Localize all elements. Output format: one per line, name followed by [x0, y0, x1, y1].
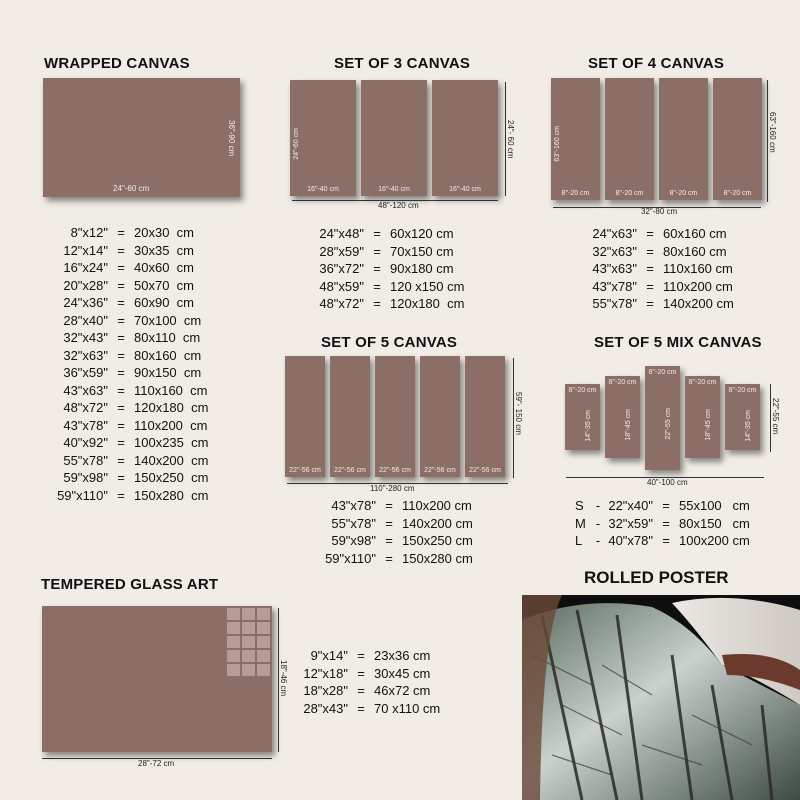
set4-panels: [551, 78, 763, 202]
canvas-panel: [420, 356, 460, 477]
canvas-panel: [330, 356, 370, 477]
equals-sign: =: [117, 347, 125, 363]
panel-height-label: 14"-35 cm: [585, 410, 592, 443]
size-row: [318, 225, 490, 243]
mix5-panels: [565, 366, 765, 472]
size-cm: 110x200 cm: [402, 498, 472, 513]
equals-sign: =: [373, 226, 381, 241]
panel-width-label: 16"-40 cm: [378, 186, 410, 193]
size-cm: 80x150 cm: [679, 515, 750, 531]
set4-total-width-label: 32"-80 cm: [641, 207, 678, 216]
size-inches: 18"x28": [303, 683, 348, 698]
size-row: [318, 532, 502, 550]
size-cm: 150x250 cm: [134, 470, 209, 485]
set3-title: SET OF 3 CANVAS: [334, 55, 471, 72]
size-code: M: [575, 515, 586, 531]
panel-height-label: 22"-55 cm: [665, 407, 672, 440]
size-inches: 43"x63": [63, 382, 108, 398]
equals-sign: =: [662, 515, 670, 531]
size-row: [50, 364, 244, 382]
size-row: [318, 515, 502, 533]
canvas-panel: [290, 80, 356, 196]
size-cm: 140x200 cm: [134, 452, 209, 468]
mix5-title: SET OF 5 MIX CANVAS: [594, 334, 762, 351]
size-cm: 80x160 cm: [134, 347, 202, 363]
poster-image: [522, 595, 800, 800]
size-row: [302, 682, 474, 700]
size-inches: 48"x72": [319, 296, 364, 311]
size-inches: 28"x43": [303, 700, 348, 716]
set5-total-width-label: 110"-280 cm: [370, 484, 415, 493]
size-cm: 60x160 cm: [663, 226, 727, 241]
panel-width-label: 22"-56 cm: [379, 467, 411, 474]
canvas-panel: [361, 80, 427, 196]
size-cm: 110x160 cm: [663, 261, 733, 276]
size-row: [50, 312, 244, 330]
panel-width-label: 8"-20 cm: [723, 190, 752, 197]
size-inches: 20"x28": [63, 277, 108, 293]
size-cm: 150x280 cm: [134, 487, 209, 503]
equals-sign: =: [662, 498, 670, 513]
size-row: [50, 347, 244, 365]
size-row: [50, 277, 244, 295]
size-cm: 70x150 cm: [390, 243, 454, 259]
mix5-size-list: [575, 497, 779, 550]
equals-sign: =: [385, 533, 393, 548]
size-row: [50, 399, 244, 417]
wrapped-height-label: 36"-90 cm: [227, 120, 236, 157]
equals-sign: =: [117, 435, 125, 450]
size-inches: 8"x12": [70, 225, 108, 240]
size-inches: 12"x14": [63, 242, 108, 258]
size-code: L: [575, 533, 583, 548]
size-row: [50, 224, 244, 242]
size-inches: 40"x78": [608, 533, 653, 548]
panel-height-label: 14"-35 cm: [745, 410, 752, 443]
panel-width-label: 8"-20 cm: [608, 379, 637, 386]
panel-height-label: 24"-60 cm: [293, 128, 300, 160]
dash: -: [595, 498, 601, 513]
size-inches: 32"x43": [63, 330, 108, 345]
set3-size-list: [318, 225, 490, 313]
equals-sign: =: [117, 312, 125, 328]
size-cm: 120x180 cm: [134, 400, 209, 415]
set5-size-list: [318, 497, 502, 567]
size-row: [318, 295, 490, 313]
size-row: [591, 260, 763, 278]
panel-width-label: 8"-20 cm: [615, 190, 644, 197]
size-row: [318, 550, 502, 568]
size-cm: 70x100 cm: [134, 312, 202, 328]
size-inches: 24"x48": [319, 226, 364, 241]
size-inches: 32"x63": [592, 243, 637, 259]
glass-height-label: 18"-46 cm: [279, 660, 288, 697]
panel-height-label: 18"-45 cm: [705, 408, 712, 441]
panel-width-label: 8"-20 cm: [669, 190, 698, 197]
poster-title: ROLLED POSTER: [584, 568, 729, 587]
size-code: S: [575, 498, 584, 513]
canvas-panel: [551, 78, 600, 200]
dash: -: [595, 533, 601, 548]
size-cm: 30x45 cm: [374, 665, 431, 681]
size-inches: 55"x78": [592, 296, 637, 311]
size-inches: 36"x72": [319, 261, 364, 276]
size-inches: 59"x110": [57, 487, 108, 503]
panel-width-label: 16"-40 cm: [307, 186, 339, 193]
equals-sign: =: [117, 277, 125, 293]
equals-sign: =: [357, 700, 365, 716]
size-cm: 23x36 cm: [374, 648, 431, 663]
size-inches: 48"x59": [319, 278, 364, 294]
size-inches: 48"x72": [63, 400, 108, 415]
wrapped-size-list: [50, 224, 244, 504]
equals-sign: =: [646, 243, 654, 259]
size-cm: 55x100 cm: [679, 498, 750, 513]
panel-width-label: 22"-56 cm: [469, 467, 501, 474]
size-inches: 59"x98": [63, 470, 108, 485]
size-inches: 12"x18": [303, 665, 348, 681]
size-row: [591, 278, 763, 296]
equals-sign: =: [117, 242, 125, 258]
equals-sign: =: [385, 515, 393, 531]
size-row: [318, 260, 490, 278]
size-row: [50, 259, 244, 277]
size-inches: 9"x14": [310, 648, 348, 663]
size-cm: 120 x150 cm: [390, 278, 465, 294]
size-inches: 32"x59": [608, 515, 653, 531]
rolled-poster-picture: [522, 595, 800, 800]
set4-total-height-label: 63"-160 cm: [768, 112, 777, 153]
equals-sign: =: [117, 295, 125, 310]
set5-panels: [285, 356, 510, 479]
wrapped-width-label: 24"-60 cm: [113, 184, 150, 193]
size-cm: 70 x110 cm: [374, 700, 441, 716]
size-row: [318, 243, 490, 261]
size-row: [302, 647, 474, 665]
panel-height-label: 18"-45 cm: [625, 408, 632, 441]
size-row: [575, 515, 779, 533]
size-inches: 24"x63": [592, 226, 637, 241]
size-row: [50, 434, 244, 452]
equals-sign: =: [646, 261, 654, 276]
size-row: [50, 452, 244, 470]
set4-title: SET OF 4 CANVAS: [588, 55, 725, 72]
equals-sign: =: [385, 498, 393, 513]
canvas-panel: [465, 356, 505, 477]
size-row: [50, 382, 244, 400]
size-row: [50, 417, 244, 435]
mix5-total-width-label: 40"-100 cm: [647, 478, 688, 487]
size-inches: 59"x110": [325, 550, 376, 566]
equals-sign: =: [117, 400, 125, 415]
size-cm: 110x160 cm: [134, 382, 208, 398]
glass-size-list: [302, 647, 474, 717]
size-row: [575, 532, 779, 550]
size-cm: 80x160 cm: [663, 243, 727, 259]
panel-width-label: 22"-56 cm: [424, 467, 456, 474]
size-row: [50, 242, 244, 260]
equals-sign: =: [646, 296, 654, 311]
equals-sign: =: [357, 648, 365, 663]
wrapped-canvas-title: WRAPPED CANVAS: [44, 55, 190, 72]
size-inches: 43"x63": [592, 261, 637, 276]
panel-height-label: 63"-160 cm: [554, 126, 561, 162]
canvas-panel: [565, 384, 600, 450]
size-cm: 50x70 cm: [134, 277, 194, 293]
size-row: [50, 294, 244, 312]
panel-width-label: 16"-40 cm: [449, 186, 481, 193]
size-inches: 43"x78": [63, 417, 108, 433]
equals-sign: =: [646, 278, 654, 294]
equals-sign: =: [117, 417, 125, 433]
glass-title: TEMPERED GLASS ART: [41, 576, 219, 593]
equals-sign: =: [117, 365, 125, 380]
glass-panel: [42, 606, 272, 752]
panel-width-label: 8"-20 cm: [648, 369, 677, 376]
equals-sign: =: [373, 278, 381, 294]
equals-sign: =: [357, 665, 365, 681]
size-row: [302, 665, 474, 683]
size-row: [591, 295, 763, 313]
size-row: [591, 243, 763, 261]
equals-sign: =: [662, 533, 670, 548]
size-row: [50, 487, 244, 505]
equals-sign: =: [373, 296, 381, 311]
size-inches: 28"x40": [63, 312, 108, 328]
panel-width-label: 22"-56 cm: [289, 467, 321, 474]
size-inches: 43"x78": [331, 498, 376, 513]
dash: -: [595, 515, 601, 531]
set3-panels: [290, 80, 500, 198]
size-cm: 100x235 cm: [134, 435, 209, 450]
panel-width-label: 8"-20 cm: [728, 387, 757, 394]
size-inches: 24"x36": [63, 295, 108, 310]
size-cm: 60x120 cm: [390, 226, 454, 241]
set3-total-height-label: 24"- 60 cm: [506, 120, 515, 159]
set5-title: SET OF 5 CANVAS: [321, 334, 458, 351]
canvas-panel: [685, 376, 720, 458]
canvas-panel: [605, 78, 654, 200]
size-inches: 16"x24": [63, 260, 108, 275]
size-cm: 110x200 cm: [663, 278, 733, 294]
set5-total-height-label: 59"- 150 cm: [514, 392, 523, 435]
size-cm: 60x90 cm: [134, 295, 194, 310]
size-inches: 32"x63": [63, 347, 108, 363]
canvas-panel: [605, 376, 640, 458]
canvas-panel: [659, 78, 708, 200]
size-inches: 36"x59": [63, 365, 108, 380]
size-inches: 59"x98": [331, 533, 376, 548]
size-inches: 55"x78": [63, 452, 108, 468]
size-inches: 40"x92": [63, 435, 108, 450]
equals-sign: =: [117, 330, 125, 345]
panel-width-label: 8"-20 cm: [561, 190, 590, 197]
size-cm: 40x60 cm: [134, 260, 194, 275]
size-cm: 30x35 cm: [134, 242, 194, 258]
equals-sign: =: [373, 261, 381, 276]
canvas-panel: [713, 78, 762, 200]
canvas-panel: [285, 356, 325, 477]
canvas-panel: [725, 384, 760, 450]
canvas-panel: [375, 356, 415, 477]
equals-sign: =: [117, 487, 125, 503]
equals-sign: =: [357, 683, 365, 698]
size-inches: 43"x78": [592, 278, 637, 294]
equals-sign: =: [117, 452, 125, 468]
size-row: [302, 700, 474, 718]
equals-sign: =: [373, 243, 381, 259]
wrapped-canvas-panel: [43, 78, 240, 197]
size-cm: 80x110 cm: [134, 330, 201, 345]
canvas-panel: [432, 80, 498, 196]
size-cm: 20x30 cm: [134, 225, 194, 240]
equals-sign: =: [117, 470, 125, 485]
size-cm: 90x150 cm: [134, 365, 202, 380]
size-row: [50, 329, 244, 347]
mix5-total-height-label: 22"-55 cm: [771, 398, 780, 435]
set4-size-list: [591, 225, 763, 313]
glass-width-label: 28"-72 cm: [138, 759, 175, 768]
size-row: [318, 497, 502, 515]
size-row: [591, 225, 763, 243]
size-cm: 110x200 cm: [134, 417, 208, 433]
size-cm: 120x180 cm: [390, 296, 465, 311]
size-row: [50, 469, 244, 487]
panel-width-label: 22"-56 cm: [334, 467, 366, 474]
equals-sign: =: [117, 382, 125, 398]
size-inches: 55"x78": [331, 515, 376, 531]
size-cm: 90x180 cm: [390, 261, 454, 276]
glass-reflection-grid: [227, 608, 270, 676]
equals-sign: =: [646, 226, 654, 241]
equals-sign: =: [117, 260, 125, 275]
size-cm: 150x280 cm: [402, 550, 473, 566]
size-row: [318, 278, 490, 296]
panel-width-label: 8"-20 cm: [568, 387, 597, 394]
size-inches: 22"x40": [608, 498, 653, 513]
size-cm: 150x250 cm: [402, 533, 473, 548]
canvas-panel: [645, 366, 680, 470]
size-row: [575, 497, 779, 515]
size-cm: 46x72 cm: [374, 683, 431, 698]
size-cm: 140x200 cm: [402, 515, 473, 531]
size-inches: 28"x59": [319, 243, 364, 259]
size-cm: 100x200 cm: [679, 533, 750, 548]
equals-sign: =: [117, 225, 125, 240]
set3-total-width-label: 48"-120 cm: [378, 201, 419, 210]
panel-width-label: 8"-20 cm: [688, 379, 717, 386]
size-cm: 140x200 cm: [663, 296, 734, 311]
equals-sign: =: [385, 550, 393, 566]
